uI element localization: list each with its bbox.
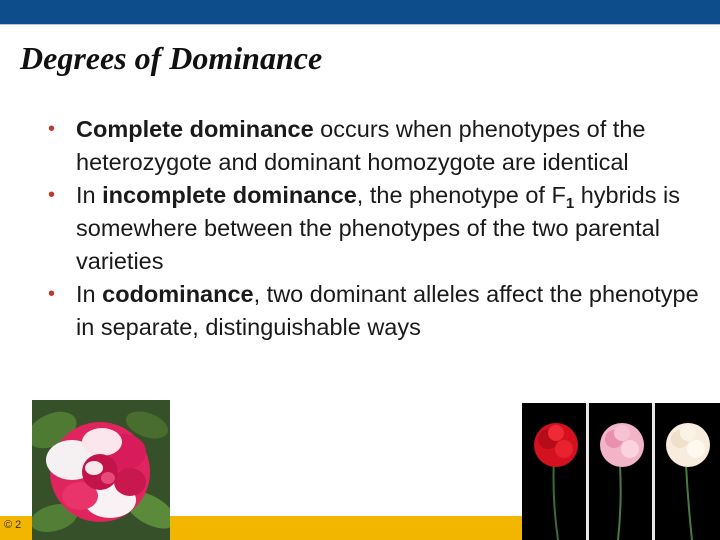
top-bar: [0, 0, 720, 24]
bullet-item: [48, 179, 716, 278]
camellia-illustration: [32, 400, 170, 540]
bullet-bold-term: Complete dominance: [76, 116, 314, 142]
carnations-photo: [522, 403, 720, 540]
bullet-bold-term: codominance: [102, 281, 254, 307]
bullet-text: In: [76, 281, 103, 307]
photo-divider: [652, 403, 655, 540]
bullet-text: hybrids is somewhere between the phenotypes of the two parental varieties: [76, 182, 680, 274]
camellia-flower-photo: [32, 400, 170, 540]
copyright-text: © 2: [4, 519, 22, 531]
photo-divider: [586, 403, 589, 540]
bullet-list: [48, 113, 716, 344]
bullet-dot-icon: •: [48, 184, 56, 206]
bullet-text: , two dominant alleles affect the phenotype in separate, distinguishable ways: [76, 281, 699, 340]
bullet-dot-icon: •: [48, 118, 56, 140]
carnations-illustration: [522, 403, 720, 540]
bullet-item: [48, 278, 716, 344]
bullet-text: , the phenotype of F: [356, 182, 566, 208]
subscript: 1: [565, 195, 575, 212]
bullet-dot-icon: •: [48, 283, 56, 305]
bullet-text: In: [76, 182, 103, 208]
title-rule: [0, 24, 720, 25]
bullet-item: [48, 113, 716, 179]
slide-title: Degrees of Dominance: [20, 40, 323, 76]
bullet-text: occurs when phenotypes of the heterozygote and dominant homozygote are identical: [76, 116, 646, 175]
bullet-bold-term: incomplete dominance: [102, 182, 357, 208]
